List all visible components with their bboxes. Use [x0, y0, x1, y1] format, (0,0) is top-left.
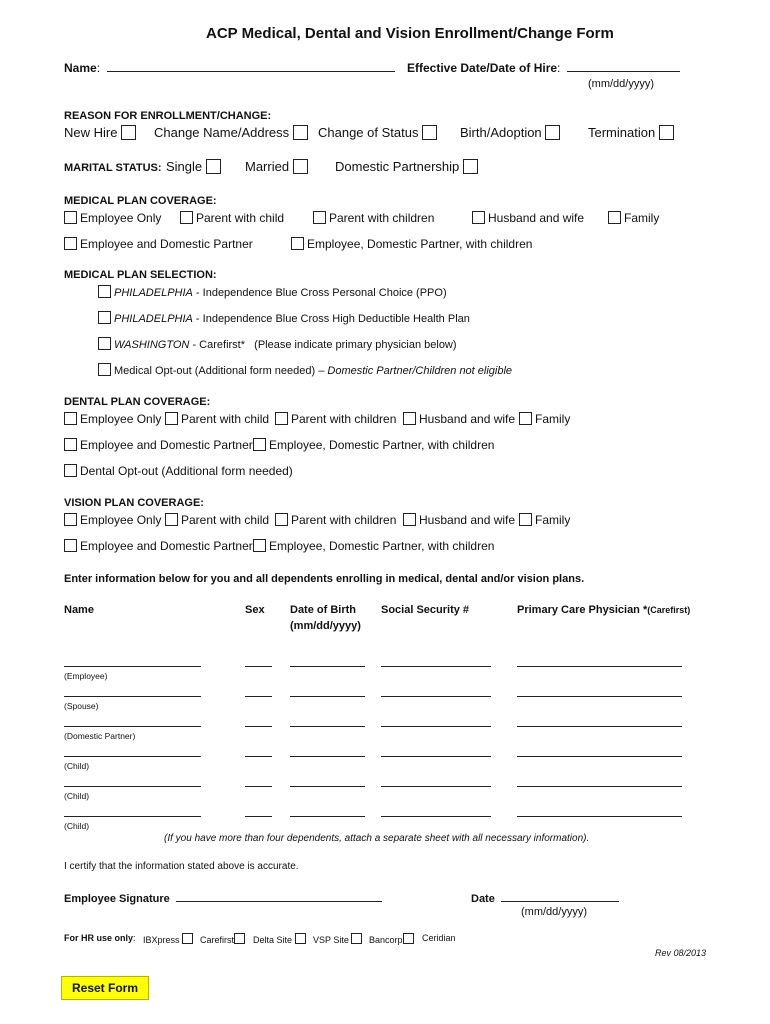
dental-optout-checkbox[interactable] [64, 464, 77, 477]
marital-single-checkbox[interactable] [206, 159, 221, 174]
vision-parent-child-label: Parent with child [181, 513, 270, 527]
dental-family-checkbox[interactable] [519, 412, 532, 425]
dental-coverage-heading: DENTAL PLAN COVERAGE: [64, 396, 211, 408]
dep-ssn-input[interactable] [381, 666, 491, 667]
dental-family-label: Family [535, 412, 571, 426]
marital-married [245, 159, 311, 174]
medical-parent-child [180, 211, 284, 225]
marital-married-label: Married [245, 159, 290, 174]
medical-employee-dp [64, 237, 253, 251]
medical-selection-heading: MEDICAL PLAN SELECTION: [64, 269, 217, 281]
dental-parent-child [165, 412, 269, 426]
plan-ppo [98, 285, 447, 299]
dep-pcp-input[interactable] [517, 756, 682, 757]
reason-birth-adoption-label: Birth/Adoption [460, 125, 542, 140]
reason-birth-adoption-checkbox[interactable] [545, 125, 560, 140]
hr-ceridian-label: Ceridian [422, 933, 456, 943]
marital-label: MARITAL STATUS: [64, 162, 162, 174]
medical-employee-only [64, 211, 161, 225]
vision-family-checkbox[interactable] [519, 513, 532, 526]
medical-parent-children-label: Parent with children [329, 211, 435, 225]
reason-change-name-checkbox[interactable] [293, 125, 308, 140]
dep-dob-input[interactable] [290, 696, 365, 697]
vision-parent-children-checkbox[interactable] [275, 513, 288, 526]
vision-employee-dp-label: Employee and Domestic Partner [80, 539, 253, 553]
dental-husband-wife-label: Husband and wife [419, 412, 516, 426]
signature-date-row [471, 890, 619, 905]
dep-pcp-input[interactable] [517, 666, 682, 667]
marital-single [166, 159, 224, 174]
vision-employee-dp-children-checkbox[interactable] [253, 539, 266, 552]
vision-parent-child [165, 513, 269, 527]
reason-termination [588, 125, 677, 140]
hr-ceridian [422, 933, 456, 943]
plan-hdhp-location: PHILADELPHIA [114, 313, 193, 325]
dep-role-label: (Domestic Partner) [64, 731, 136, 741]
effective-date-colon: : [557, 61, 561, 75]
medical-family-label: Family [624, 211, 660, 225]
plan-hdhp-desc: - Independence Blue Cross High Deductible Health Plan [192, 313, 470, 325]
medical-husband-wife [472, 211, 584, 225]
dep-sex-input[interactable] [245, 786, 272, 787]
signature-label: Employee Signature [64, 893, 170, 905]
col-dob-header: Date of Birth [290, 604, 356, 616]
vision-employee-only [64, 513, 161, 527]
dental-employee-dp [64, 438, 253, 452]
dental-parent-children [275, 412, 396, 426]
dental-employee-only-label: Employee Only [80, 412, 162, 426]
dental-husband-wife [403, 412, 515, 426]
dental-employee-dp-children [253, 438, 494, 452]
col-ssn-header: Social Security # [381, 604, 470, 616]
hr-bancorp [369, 933, 416, 945]
name-colon: : [96, 61, 101, 75]
signature-date-label: Date [471, 893, 495, 905]
plan-ppo-location: PHILADELPHIA [114, 287, 193, 299]
dep-sex-input[interactable] [245, 726, 272, 727]
hr-ibxpress [143, 933, 195, 945]
col-dob-format: (mm/dd/yyyy) [290, 620, 361, 632]
dep-dob-input[interactable] [290, 786, 365, 787]
col-pcp-label: Primary Care Physician * [517, 604, 648, 616]
name-label: Name [64, 61, 97, 75]
page-title: ACP Medical, Dental and Vision Enrollment/Change Form [206, 25, 614, 42]
effective-date-format: (mm/dd/yyyy) [588, 78, 654, 90]
hr-ibxpress-checkbox[interactable] [182, 933, 193, 944]
col-sex-header: Sex [245, 604, 265, 616]
vision-employee-only-label: Employee Only [80, 513, 162, 527]
dep-name-input[interactable] [64, 786, 201, 787]
effective-date-label: Effective Date/Date of Hire [407, 61, 558, 75]
dental-employee-only-checkbox[interactable] [64, 412, 77, 425]
medical-family [608, 211, 659, 225]
vision-employee-only-checkbox[interactable] [64, 513, 77, 526]
vision-parent-child-checkbox[interactable] [165, 513, 178, 526]
vision-family-label: Family [535, 513, 571, 527]
reason-new-hire-checkbox[interactable] [121, 125, 136, 140]
medical-parent-child-label: Parent with child [196, 211, 285, 225]
dental-parent-child-label: Parent with child [181, 412, 270, 426]
reset-form-button[interactable]: Reset Form [61, 976, 149, 1000]
reason-change-status [318, 125, 440, 140]
vision-employee-dp-children [253, 539, 494, 553]
dental-parent-children-label: Parent with children [291, 412, 397, 426]
plan-carefirst-checkbox[interactable] [98, 337, 111, 350]
hr-use-label: For HR use only [64, 933, 134, 943]
vision-parent-children-label: Parent with children [291, 513, 397, 527]
dental-employee-dp-children-label: Employee, Domestic Partner, with children [269, 438, 495, 452]
marital-domestic-label: Domestic Partnership [335, 159, 460, 174]
revision-label: Rev 08/2013 [655, 948, 707, 958]
col-name-header: Name [64, 604, 94, 616]
vision-parent-children [275, 513, 396, 527]
reason-termination-label: Termination [588, 125, 656, 140]
hr-delta-site-checkbox[interactable] [295, 933, 306, 944]
reason-change-status-checkbox[interactable] [422, 125, 437, 140]
medical-parent-children [313, 211, 434, 225]
hr-delta-site-label: Delta Site [253, 935, 293, 945]
dep-role-label: (Child) [64, 791, 90, 801]
reason-new-hire-label: New Hire [64, 125, 118, 140]
dep-name-input[interactable] [64, 726, 201, 727]
reason-change-name-label: Change Name/Address [154, 125, 290, 140]
medical-parent-children-checkbox[interactable] [313, 211, 326, 224]
dep-sex-input[interactable] [245, 756, 272, 757]
signature-date-format: (mm/dd/yyyy) [521, 906, 587, 918]
medical-optout-checkbox[interactable] [98, 363, 111, 376]
marital-domestic [335, 159, 481, 174]
dental-employee-dp-label: Employee and Domestic Partner [80, 438, 253, 452]
vision-family [519, 513, 570, 527]
dep-name-input[interactable] [64, 696, 201, 697]
plan-carefirst-location: WASHINGTON [114, 339, 190, 351]
vision-employee-dp-children-label: Employee, Domestic Partner, with children [269, 539, 495, 553]
plan-hdhp [98, 311, 470, 325]
signature-date-input[interactable] [501, 890, 619, 902]
signature-row [64, 890, 382, 905]
dental-optout-label: Dental Opt-out (Additional form needed) [80, 464, 293, 478]
medical-employee-dp-checkbox[interactable] [64, 237, 77, 250]
dep-ssn-input[interactable] [381, 696, 491, 697]
marital-married-checkbox[interactable] [293, 159, 308, 174]
dep-sex-input[interactable] [245, 666, 272, 667]
reason-termination-checkbox[interactable] [659, 125, 674, 140]
dep-name-input[interactable] [64, 666, 201, 667]
plan-carefirst [98, 337, 457, 351]
hr-carefirst [200, 933, 247, 945]
medical-husband-wife-checkbox[interactable] [472, 211, 485, 224]
dep-pcp-input[interactable] [517, 816, 682, 817]
dep-pcp-input[interactable] [517, 726, 682, 727]
dep-dob-input[interactable] [290, 666, 365, 667]
hr-use-row [64, 933, 136, 943]
dep-role-label: (Child) [64, 761, 90, 771]
dep-dob-input[interactable] [290, 726, 365, 727]
plan-ppo-desc: - Independence Blue Cross Personal Choice (PPO) [192, 287, 447, 299]
hr-vsp-site-checkbox[interactable] [351, 933, 362, 944]
medical-coverage-heading: MEDICAL PLAN COVERAGE: [64, 195, 217, 207]
plan-ppo-checkbox[interactable] [98, 285, 111, 298]
dep-pcp-input[interactable] [517, 696, 682, 697]
dep-ssn-input[interactable] [381, 786, 491, 787]
dep-role-label: (Spouse) [64, 701, 99, 711]
dep-name-input[interactable] [64, 756, 201, 757]
dependents-instruction: Enter information below for you and all dependents enrolling in medical, dental and/or vision plans. [64, 573, 585, 585]
dep-ssn-input[interactable] [381, 726, 491, 727]
medical-optout-note: Domestic Partner/Children not eligible [327, 365, 513, 377]
plan-hdhp-checkbox[interactable] [98, 311, 111, 324]
hr-use-colon: : [133, 933, 136, 943]
hr-vsp-site-label: VSP Site [313, 935, 349, 945]
marital-domestic-checkbox[interactable] [463, 159, 478, 174]
dental-employee-dp-checkbox[interactable] [64, 438, 77, 451]
medical-employee-dp-children [291, 237, 532, 251]
effective-date-input[interactable] [567, 60, 680, 72]
dental-husband-wife-checkbox[interactable] [403, 412, 416, 425]
dep-role-label: (Child) [64, 821, 90, 831]
reason-new-hire [64, 125, 139, 140]
vision-husband-wife-label: Husband and wife [419, 513, 516, 527]
medical-parent-child-checkbox[interactable] [180, 211, 193, 224]
medical-husband-wife-label: Husband and wife [488, 211, 585, 225]
reason-birth-adoption [460, 125, 563, 140]
medical-employee-only-checkbox[interactable] [64, 211, 77, 224]
dep-pcp-input[interactable] [517, 786, 682, 787]
hr-vsp-site [313, 933, 364, 945]
name-input[interactable] [107, 60, 395, 72]
dep-sex-input[interactable] [245, 696, 272, 697]
dep-role-label: (Employee) [64, 671, 108, 681]
dep-ssn-input[interactable] [381, 756, 491, 757]
reason-heading: REASON FOR ENROLLMENT/CHANGE: [64, 110, 272, 122]
medical-employee-dp-children-label: Employee, Domestic Partner, with children [307, 237, 533, 251]
dental-employee-dp-children-checkbox[interactable] [253, 438, 266, 451]
hr-ibxpress-label: IBXpress [143, 935, 180, 945]
hr-delta-site [253, 933, 308, 945]
plan-carefirst-desc: - Carefirst* (Please indicate primary physician below) [189, 339, 457, 351]
reason-change-name [154, 125, 311, 140]
dental-parent-child-checkbox[interactable] [165, 412, 178, 425]
vision-husband-wife-checkbox[interactable] [403, 513, 416, 526]
hr-bancorp-label: Bancorp [369, 935, 403, 945]
col-pcp-header [517, 604, 690, 616]
dental-parent-children-checkbox[interactable] [275, 412, 288, 425]
dental-family [519, 412, 570, 426]
dependents-note: (If you have more than four dependents, attach a separate sheet with all necessary information). [164, 833, 590, 844]
signature-input[interactable] [176, 890, 382, 902]
vision-husband-wife [403, 513, 515, 527]
medical-family-checkbox[interactable] [608, 211, 621, 224]
dep-sex-input[interactable] [245, 816, 272, 817]
medical-employee-dp-label: Employee and Domestic Partner [80, 237, 253, 251]
dep-ssn-input[interactable] [381, 816, 491, 817]
dental-employee-only [64, 412, 161, 426]
dep-dob-input[interactable] [290, 756, 365, 757]
col-pcp-note: (Carefirst) [647, 605, 691, 615]
medical-employee-only-label: Employee Only [80, 211, 162, 225]
dep-name-input[interactable] [64, 816, 201, 817]
name-row [64, 60, 395, 75]
hr-carefirst-checkbox[interactable] [234, 933, 245, 944]
medical-employee-dp-children-checkbox[interactable] [291, 237, 304, 250]
effective-date-row [407, 60, 680, 75]
marital-single-label: Single [166, 159, 203, 174]
reason-change-status-label: Change of Status [318, 125, 419, 140]
medical-optout [98, 363, 512, 377]
vision-coverage-heading: VISION PLAN COVERAGE: [64, 497, 204, 509]
dep-dob-input[interactable] [290, 816, 365, 817]
hr-bancorp-checkbox[interactable] [403, 933, 414, 944]
hr-carefirst-label: Carefirst [200, 935, 235, 945]
dental-optout [64, 464, 293, 478]
certify-statement: I certify that the information stated above is accurate. [64, 861, 299, 872]
vision-employee-dp [64, 539, 253, 553]
vision-employee-dp-checkbox[interactable] [64, 539, 77, 552]
medical-optout-label: Medical Opt-out (Additional form needed) – [114, 365, 328, 377]
